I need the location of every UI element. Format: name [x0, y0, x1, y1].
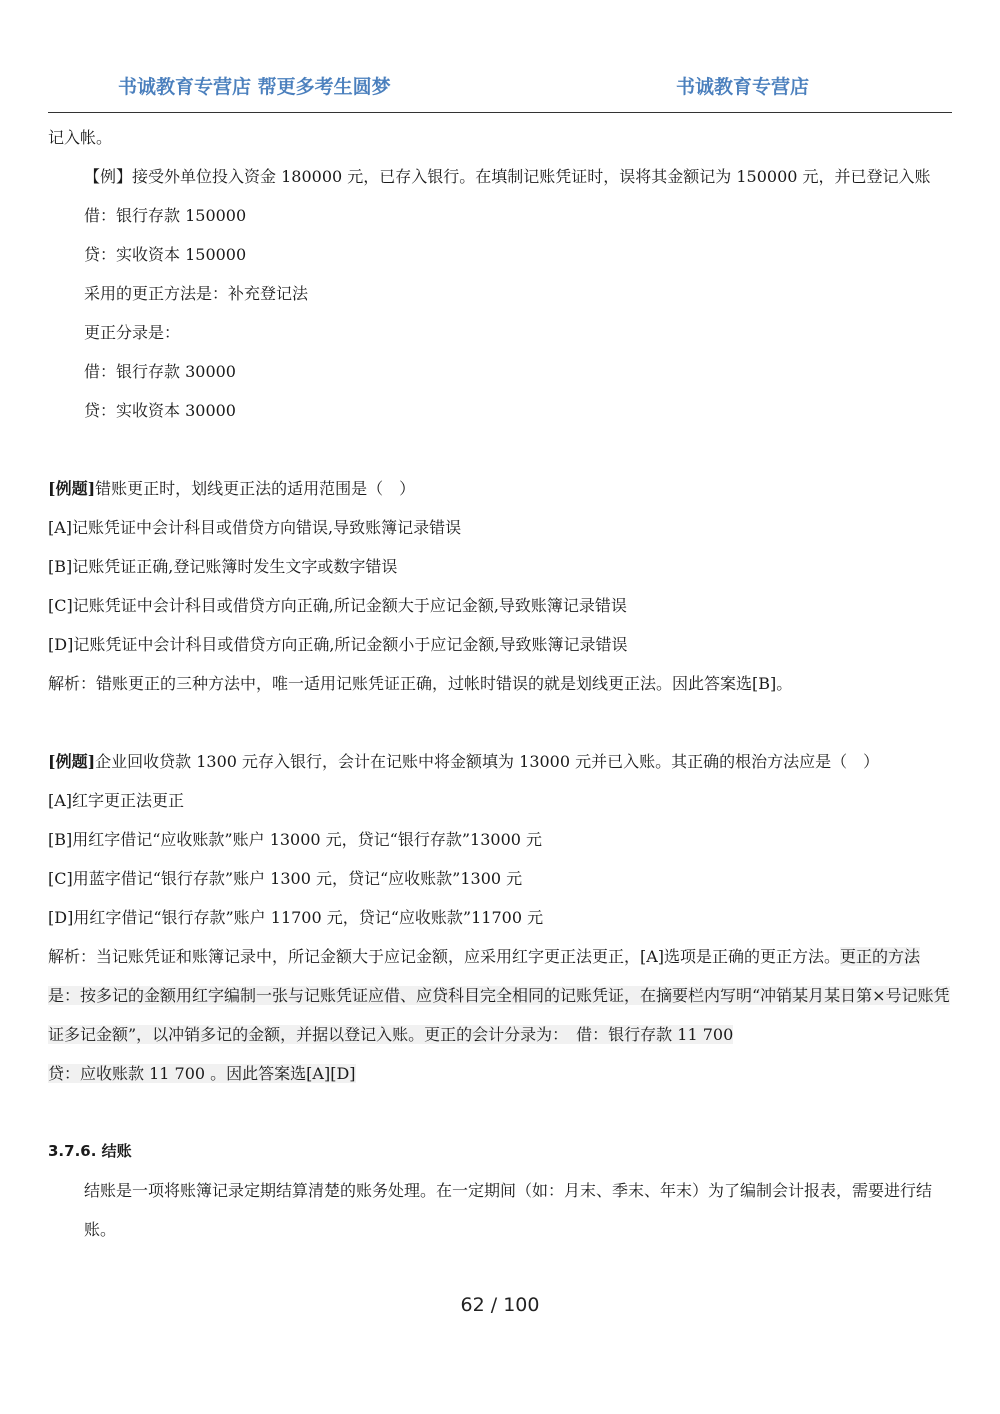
text-line: 记入帐。 — [48, 128, 113, 147]
journal-entry: 贷：实收资本 30000 — [84, 401, 236, 420]
example-label: 【例】 — [84, 167, 133, 186]
section-heading: 3.7.6. 结账 — [48, 1142, 132, 1160]
analysis-part-a: 解析：当记账凭证和账簿记录中，所记金额大于应记金额，应采用红字更正法更正，[A]选项是正确的更正方法。 — [48, 947, 841, 966]
question-label: [例题] — [48, 479, 96, 498]
journal-entry: 借：银行存款 150000 — [84, 206, 247, 225]
example-paragraph — [48, 157, 952, 196]
option-a: [A]记账凭证中会计科目或借贷方向错误,导致账簿记录错误 — [48, 518, 462, 537]
question-2 — [48, 742, 952, 781]
option-d: [D]用红字借记“银行存款”账户 11700 元，贷记“应收账款”11700 元 — [48, 908, 544, 927]
analysis — [48, 937, 952, 1093]
correction-method: 采用的更正方法是：补充登记法 — [84, 284, 309, 303]
correction-label: 更正分录是： — [84, 323, 181, 342]
question-text: 错账更正时，划线更正法的适用范围是（ ） — [95, 479, 416, 498]
option-c: [C]用蓝字借记“银行存款”账户 1300 元，贷记“应收账款”1300 元 — [48, 869, 523, 888]
page-separator: / — [484, 1294, 504, 1316]
header-left-title: 书诚教育专营店 帮更多考生圆梦 — [118, 76, 391, 98]
analysis-part-b: 更正的方法是：按多记的金额用红字编制一张与记账凭证应借、应贷科目完全相同的记账凭证，在摘要栏内写明“冲销某月某日第×号记账凭证多记金额”，以冲销多记的金额，并据以登记入账。更正的会计分录为： 借：银行存款 11 700 — [48, 947, 950, 1044]
example-text: 接受外单位投入资金 180000 元，已存入银行。在填制记账凭证时，误将其金额记为 150000 元，并已登记入账 — [132, 167, 931, 186]
section-text: 结账是一项将账簿记录定期结算清楚的账务处理。在一定期间（如：月末、季末、年末）为了编制会计报表，需要进行结账。 — [84, 1181, 933, 1239]
option-b: [B]记账凭证正确,登记账簿时发生文字或数字错误 — [48, 557, 398, 576]
question-1 — [48, 469, 952, 508]
question-label: [例题] — [48, 752, 96, 771]
option-a: [A]红字更正法更正 — [48, 791, 185, 810]
total-pages: 100 — [503, 1294, 540, 1316]
journal-entry: 借：银行存款 30000 — [84, 362, 236, 381]
page-number — [0, 1294, 1000, 1316]
page-content — [48, 118, 952, 1249]
journal-entry: 贷：实收资本 150000 — [84, 245, 247, 264]
option-b: [B]用红字借记“应收账款”账户 13000 元，贷记“银行存款”13000 元 — [48, 830, 543, 849]
header-right-title: 书诚教育专营店 — [676, 76, 810, 98]
analysis: 解析：错账更正的三种方法中，唯一适用记账凭证正确，过帐时错误的就是划线更正法。因此答案选[B]。 — [48, 674, 793, 693]
analysis-part-c: 贷：应收账款 11 700 。因此答案选[A][D] — [48, 1064, 356, 1083]
header-divider — [48, 112, 952, 113]
current-page: 62 — [460, 1294, 485, 1316]
option-d: [D]记账凭证中会计科目或借贷方向正确,所记金额小于应记金额,导致账簿记录错误 — [48, 635, 628, 654]
option-c: [C]记账凭证中会计科目或借贷方向正确,所记金额大于应记金额,导致账簿记录错误 — [48, 596, 627, 615]
question-text: 企业回收贷款 1300 元存入银行，会计在记账中将金额填为 13000 元并已入账。其正确的根治方法应是（ ） — [95, 752, 880, 771]
